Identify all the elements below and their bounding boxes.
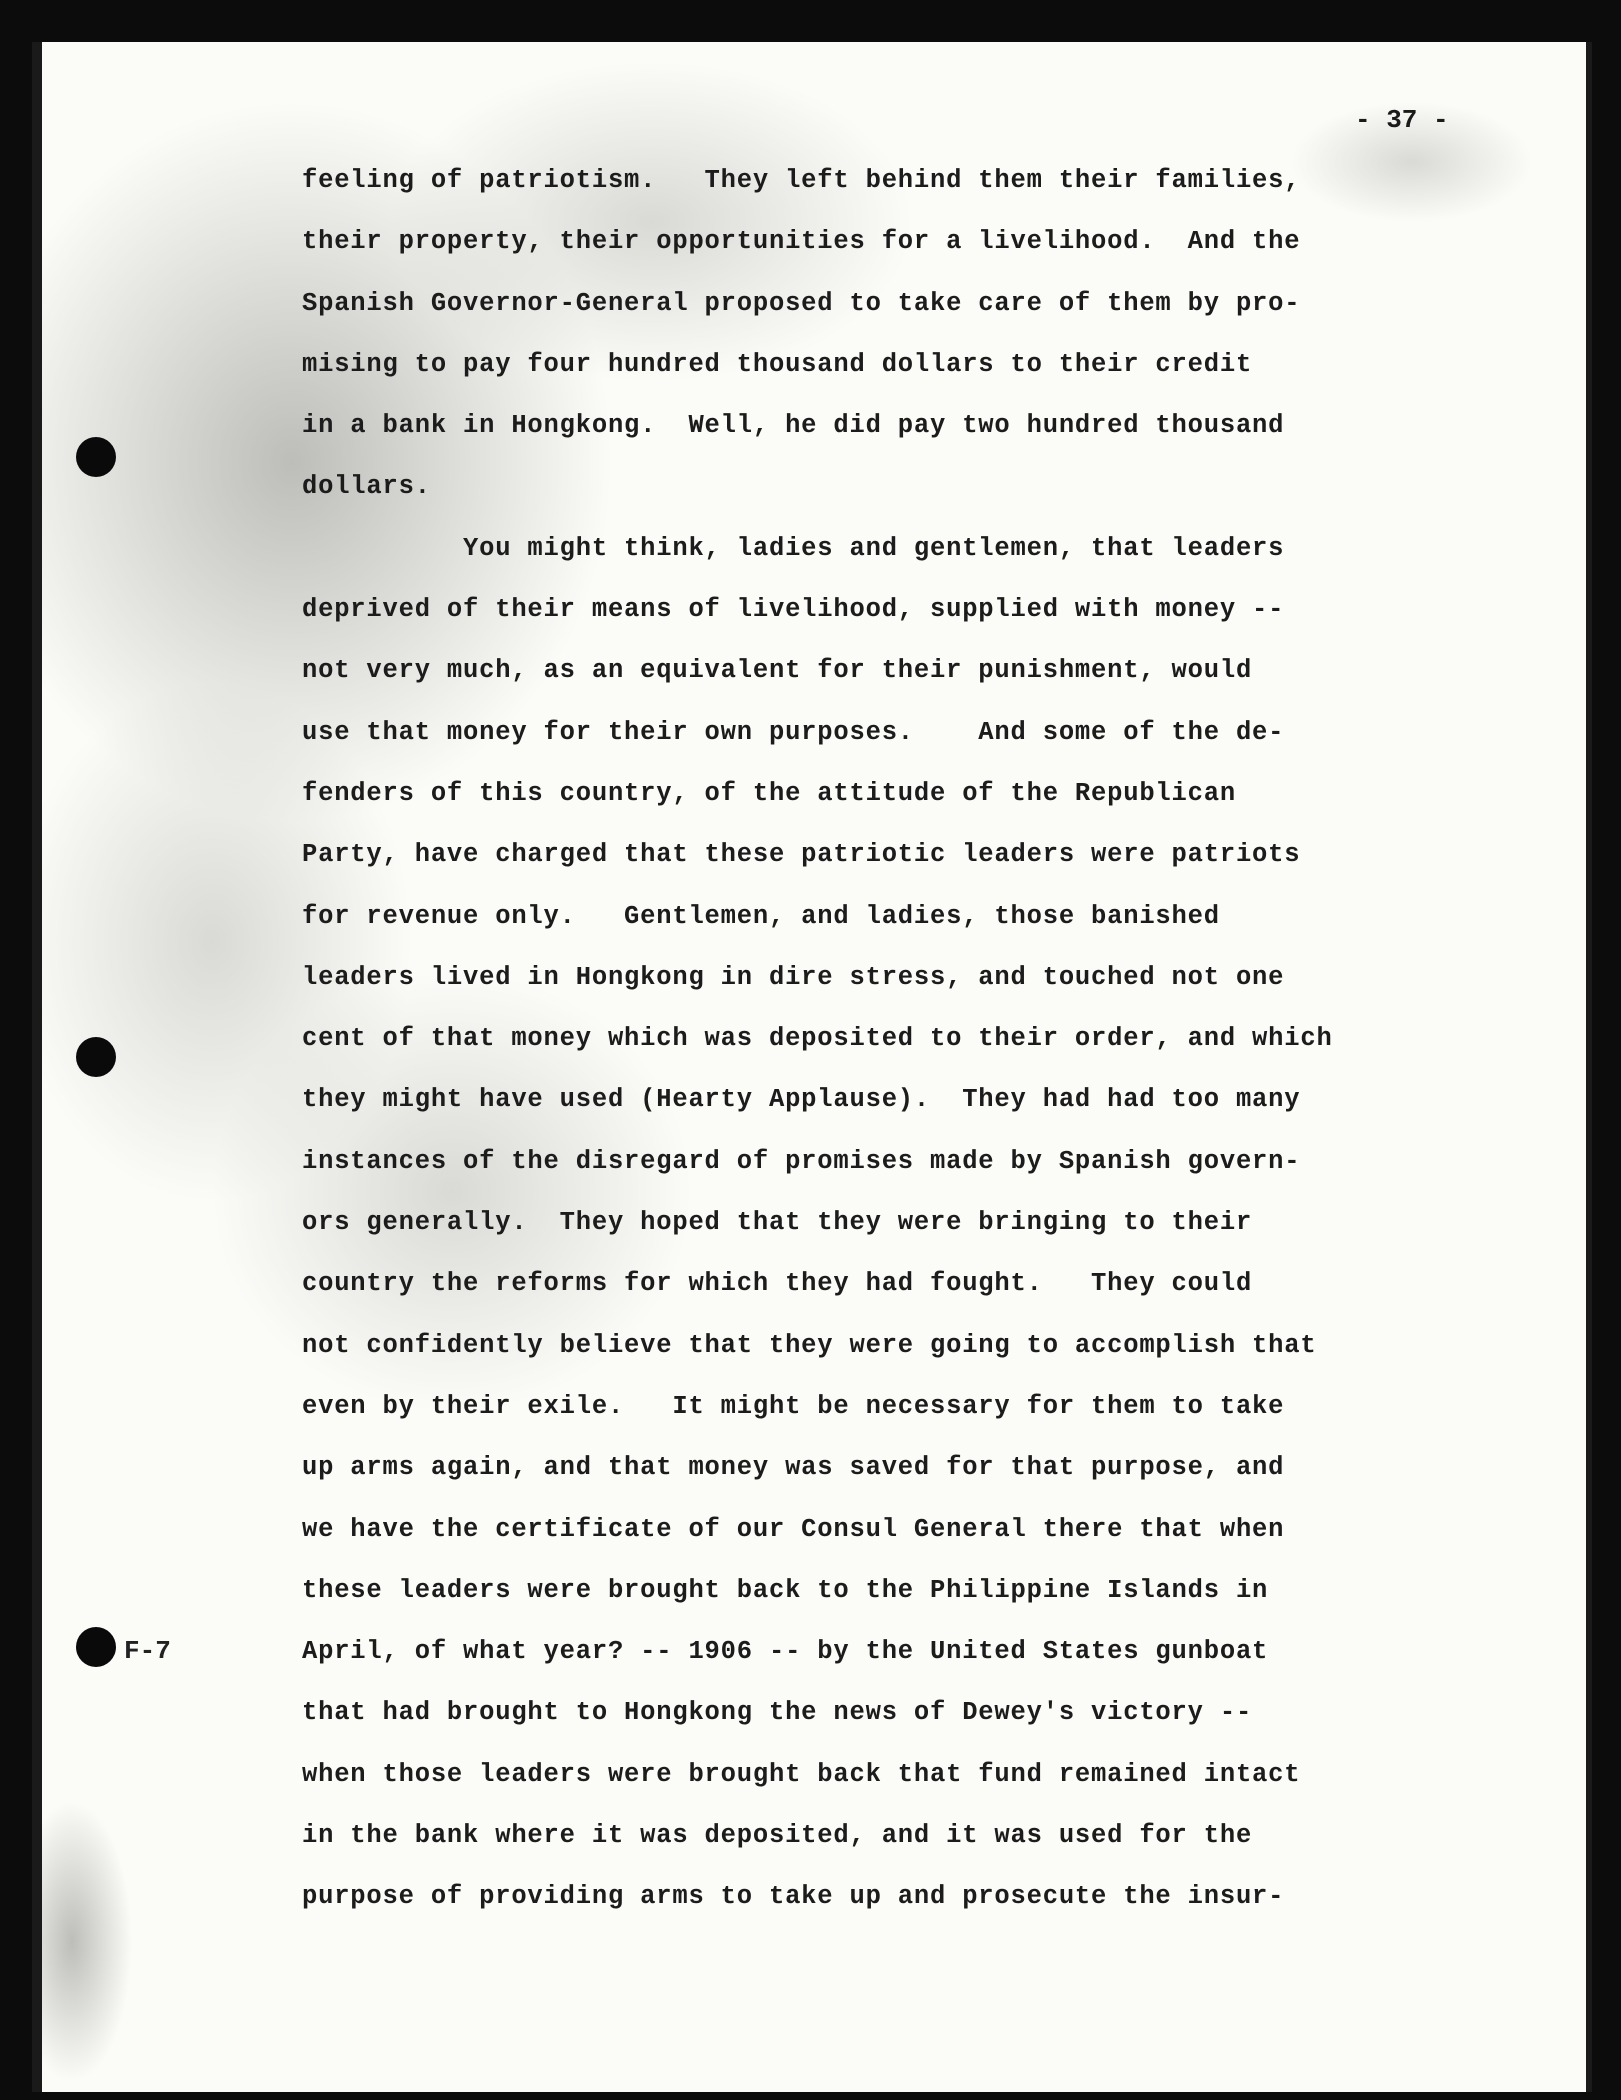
- page-number: - 37 -: [1355, 105, 1449, 135]
- text-line: deprived of their means of livelihood, supplied with money --: [302, 595, 1285, 625]
- text-line: in the bank where it was deposited, and it was used for the: [302, 1821, 1253, 1851]
- text-line: country the reforms for which they had fought. They could: [302, 1269, 1253, 1299]
- text-line: use that money for their own purposes. And some of the de-: [302, 717, 1285, 747]
- text-line: when those leaders were brought back that fund remained intact: [302, 1759, 1301, 1789]
- text-line: fenders of this country, of the attitude of the Republican: [302, 778, 1236, 808]
- text-line: up arms again, and that money was saved for that purpose, and: [302, 1453, 1285, 1483]
- text-line: feeling of patriotism. They left behind them their families,: [302, 166, 1301, 195]
- text-line: in a bank in Hongkong. Well, he did pay two hundred thousand: [302, 411, 1285, 441]
- punch-hole-middle: [76, 1037, 116, 1077]
- text-line: cent of that money which was deposited to their order, and which: [302, 1024, 1333, 1054]
- text-line: mising to pay four hundred thousand dollars to their credit: [302, 349, 1253, 379]
- text-line: we have the certificate of our Consul General there that when: [302, 1514, 1285, 1544]
- text-line: Party, have charged that these patriotic leaders were patriots: [302, 840, 1301, 870]
- text-line: they might have used (Hearty Applause). They had had too many: [302, 1085, 1301, 1115]
- text-line: purpose of providing arms to take up and prosecute the insur-: [302, 1882, 1285, 1912]
- punch-hole-top: [76, 437, 116, 477]
- text-line: these leaders were brought back to the Philippine Islands in: [302, 1575, 1269, 1605]
- text-line: their property, their opportunities for a livelihood. And the: [302, 227, 1301, 257]
- text-line: not confidently believe that they were going to accomplish that: [302, 1330, 1317, 1360]
- margin-annotation: F-7: [124, 1636, 171, 1666]
- text-line: dollars.: [302, 472, 431, 502]
- text-line: that had brought to Hongkong the news of Dewey's victory --: [302, 1698, 1253, 1728]
- text-line: ors generally. They hoped that they were bringing to their: [302, 1208, 1253, 1238]
- text-line: instances of the disregard of promises made by Spanish govern-: [302, 1146, 1301, 1176]
- text-line: leaders lived in Hongkong in dire stress, and touched not one: [302, 962, 1285, 992]
- typed-body-text: [302, 150, 1512, 1928]
- left-scan-edge: [32, 42, 42, 2092]
- text-line: even by their exile. It might be necessary for them to take: [302, 1391, 1285, 1421]
- punch-hole-bottom: [76, 1627, 116, 1667]
- right-scan-edge: [1586, 42, 1592, 2092]
- text-line: not very much, as an equivalent for their punishment, would: [302, 656, 1253, 686]
- text-line: for revenue only. Gentlemen, and ladies, those banished: [302, 901, 1220, 931]
- text-line: Spanish Governor-General proposed to take care of them by pro-: [302, 288, 1301, 318]
- text-line: You might think, ladies and gentlemen, that leaders: [302, 533, 1285, 563]
- text-line: April, of what year? -- 1906 -- by the United States gunboat: [302, 1637, 1269, 1667]
